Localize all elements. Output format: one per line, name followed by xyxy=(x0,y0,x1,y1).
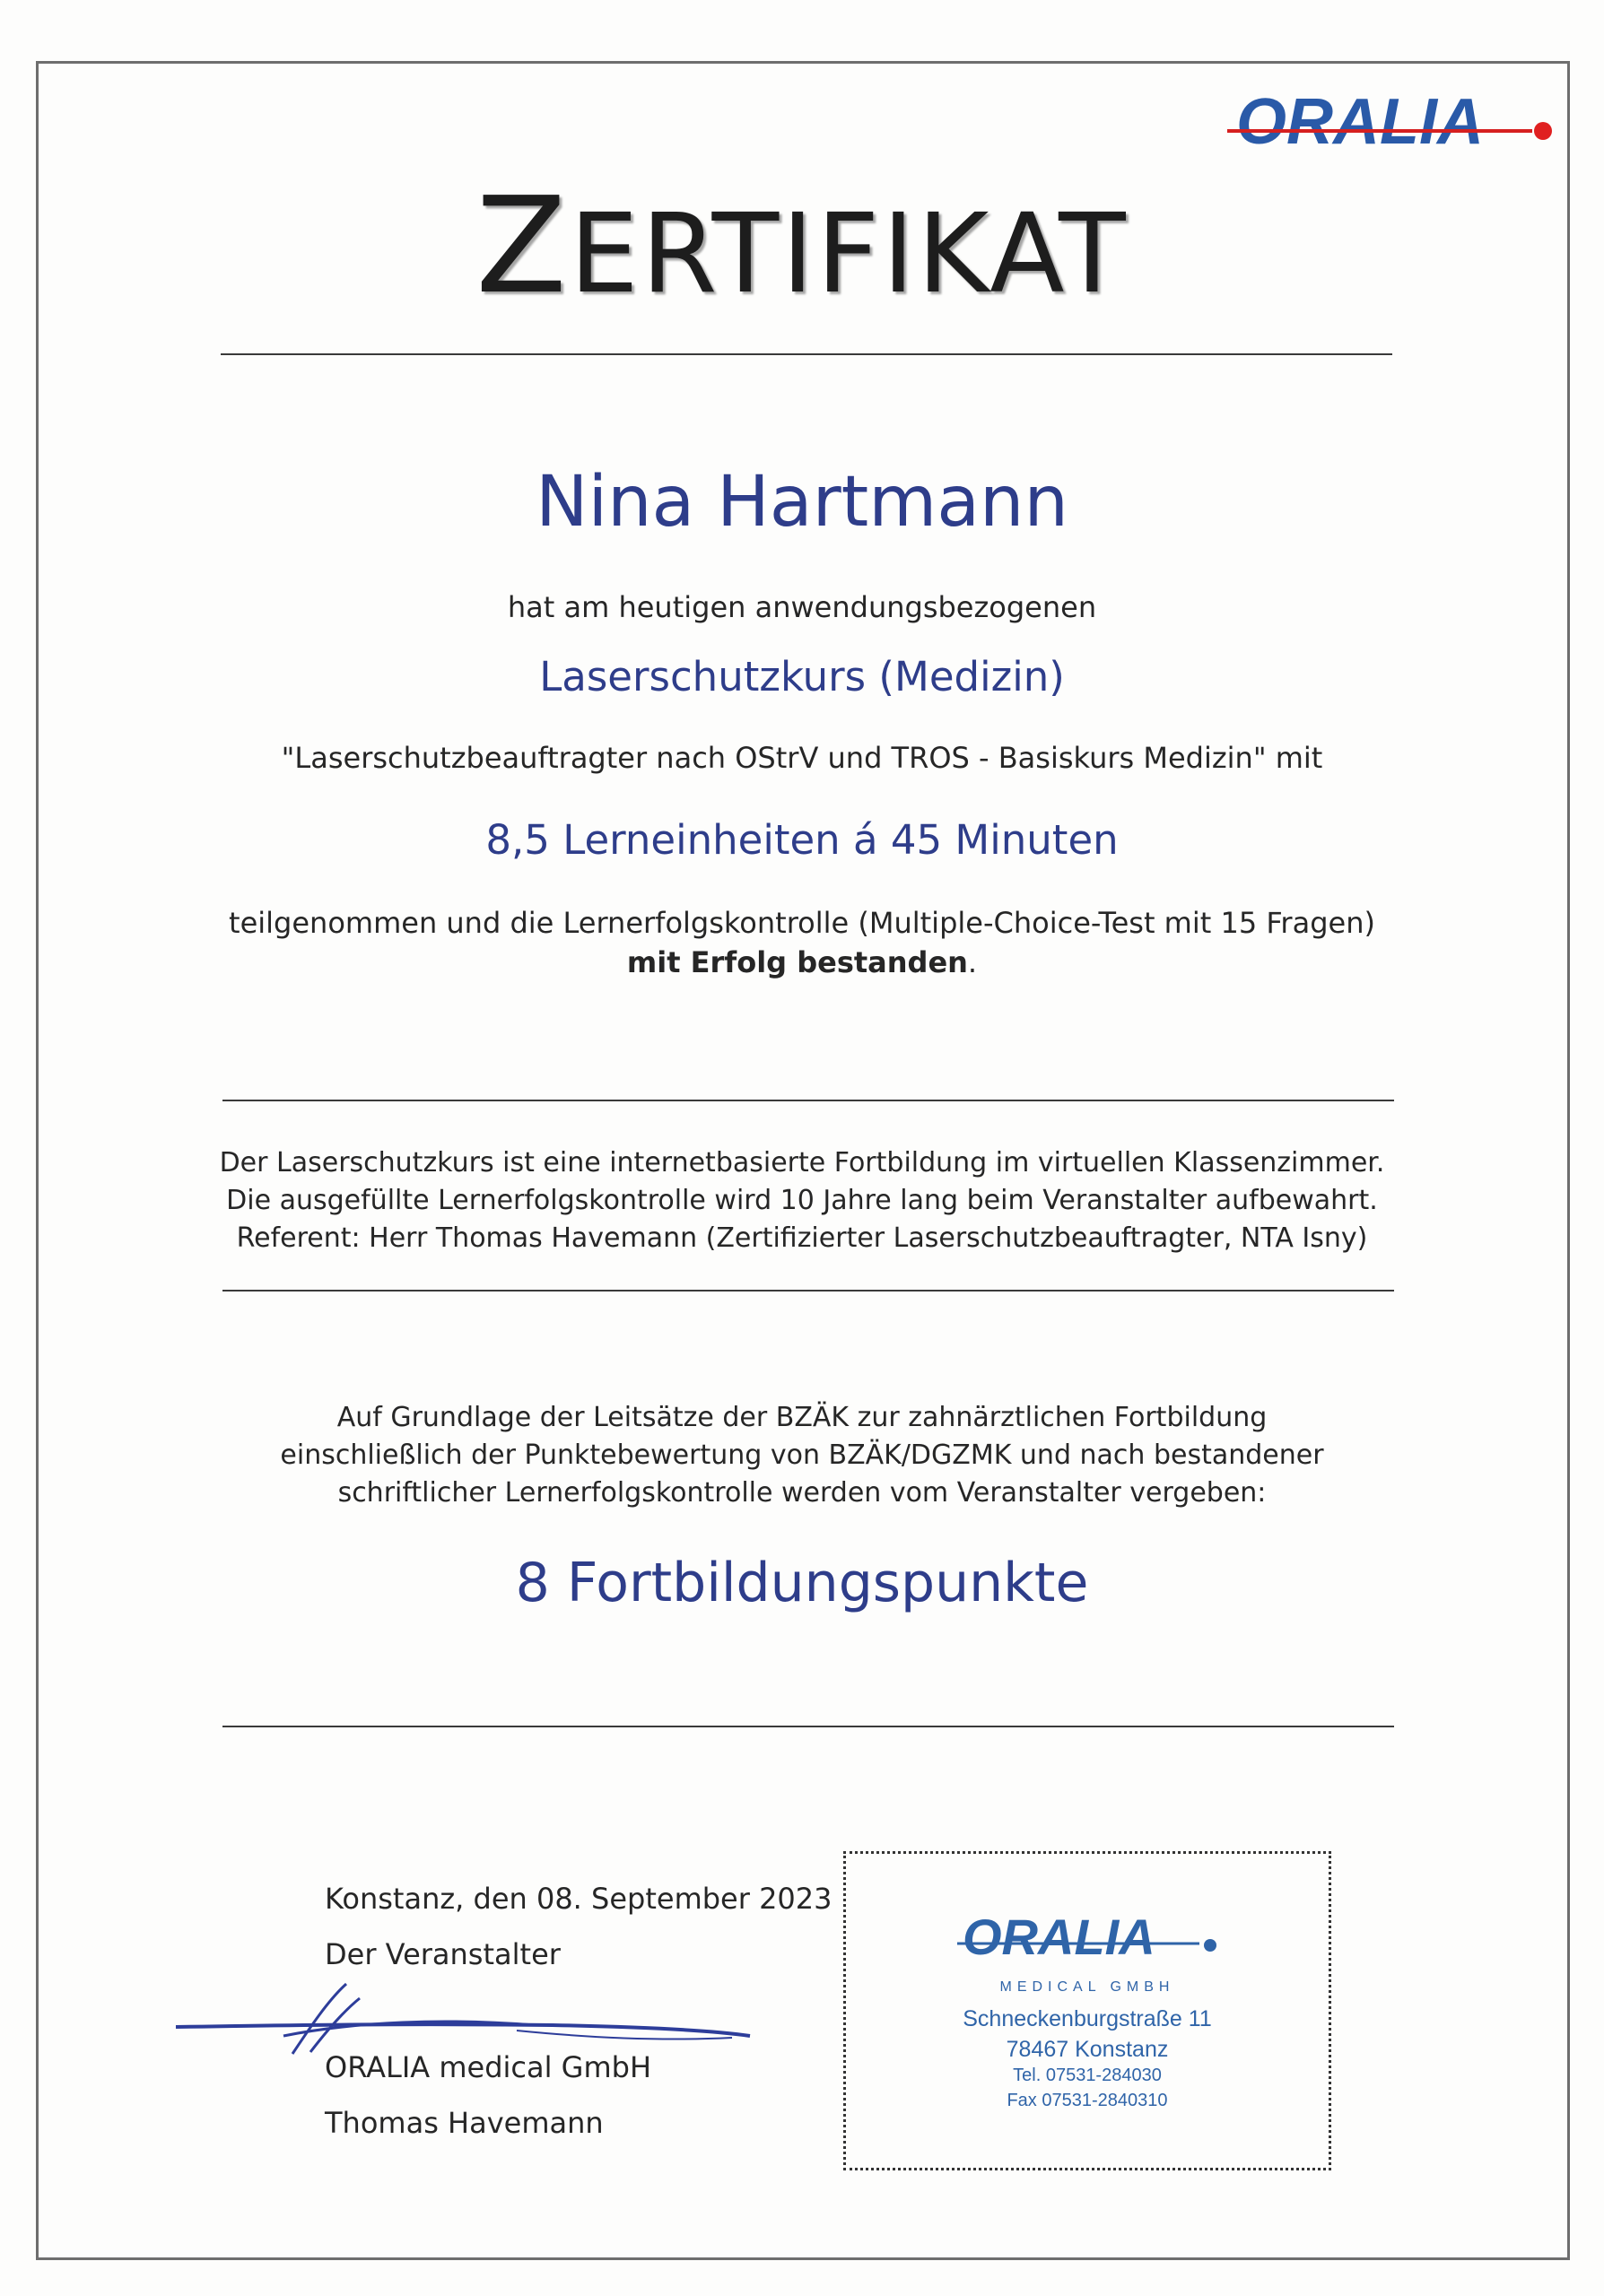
logo-text: ORALIA xyxy=(1236,86,1484,158)
result-period: . xyxy=(967,945,978,979)
stamp-fax: Fax 07531-2840310 xyxy=(1007,2091,1168,2110)
stamp-sub: MEDICAL GMBH xyxy=(999,1979,1175,1995)
info-block xyxy=(0,1144,1604,1257)
stamp-logo-text: ORALIA xyxy=(963,1909,1155,1965)
basis-line: Auf Grundlage der Leitsätze der BZÄK zur zahnärztlichen Fortbildung xyxy=(336,1402,1268,1433)
course-quoted: "Laserschutzbeauftragter nach OStrV und TROS - Basiskurs Medizin" xyxy=(281,741,1267,775)
result-passed: mit Erfolg bestanden xyxy=(626,945,968,979)
company-stamp xyxy=(843,1851,1331,2170)
oralia-logo xyxy=(1227,83,1559,163)
stamp-logo xyxy=(955,1908,1225,1969)
title-rest: ERTIFIKAT xyxy=(569,190,1129,317)
divider xyxy=(221,353,1392,355)
info-line: Der Laserschutzkurs ist eine internetbasierte Fortbildung im virtuellen Klassenzimmer. xyxy=(219,1147,1385,1178)
intro-text: hat am heutigen anwendungsbezogenen xyxy=(507,590,1097,624)
stamp-tel: Tel. 07531-284030 xyxy=(1013,2066,1162,2085)
stamp-city: 78467 Konstanz xyxy=(1006,2037,1169,2062)
learning-units: 8,5 Lerneinheiten á 45 Minuten xyxy=(485,816,1119,864)
divider xyxy=(222,1726,1394,1727)
course-suffix: mit xyxy=(1275,741,1323,775)
basis-line: einschließlich der Punktebewertung von BZÄK/DGZMK und nach bestandener xyxy=(280,1439,1324,1471)
credit-points: 8 Fortbildungspunkte xyxy=(515,1552,1089,1614)
basis-block xyxy=(0,1399,1604,1512)
info-line: Referent: Herr Thomas Havemann (Zertifizierter Laserschutzbeauftragter, NTA Isny) xyxy=(236,1222,1368,1254)
recipient-name: Nina Hartmann xyxy=(536,462,1068,543)
place-date: Konstanz, den 08. September 2023 xyxy=(325,1882,833,1916)
stamp-dot-icon xyxy=(1204,1939,1216,1952)
signer-name: Thomas Havemann xyxy=(325,2106,604,2140)
page-title xyxy=(0,169,1604,323)
title-initial: Z xyxy=(475,169,570,323)
logo-dot-icon xyxy=(1534,122,1552,140)
divider xyxy=(222,1100,1394,1101)
result-line-2 xyxy=(0,945,1604,979)
divider xyxy=(222,1290,1394,1292)
course-title: Laserschutzkurs (Medizin) xyxy=(539,653,1065,700)
info-line: Die ausgefüllte Lernerfolgskontrolle wird 10 Jahre lang beim Veranstalter aufbewahrt. xyxy=(226,1185,1378,1216)
company-name: ORALIA medical GmbH xyxy=(325,2050,652,2084)
organizer-label: Der Veranstalter xyxy=(325,1937,561,1971)
stamp-street: Schneckenburgstraße 11 xyxy=(963,2006,1212,2031)
basis-line: schriftlicher Lernerfolgskontrolle werden vom Veranstalter vergeben: xyxy=(337,1477,1267,1509)
course-full-name xyxy=(0,741,1604,775)
result-line-1: teilgenommen und die Lernerfolgskontrolle (Multiple-Choice-Test mit 15 Fragen) xyxy=(229,906,1375,940)
